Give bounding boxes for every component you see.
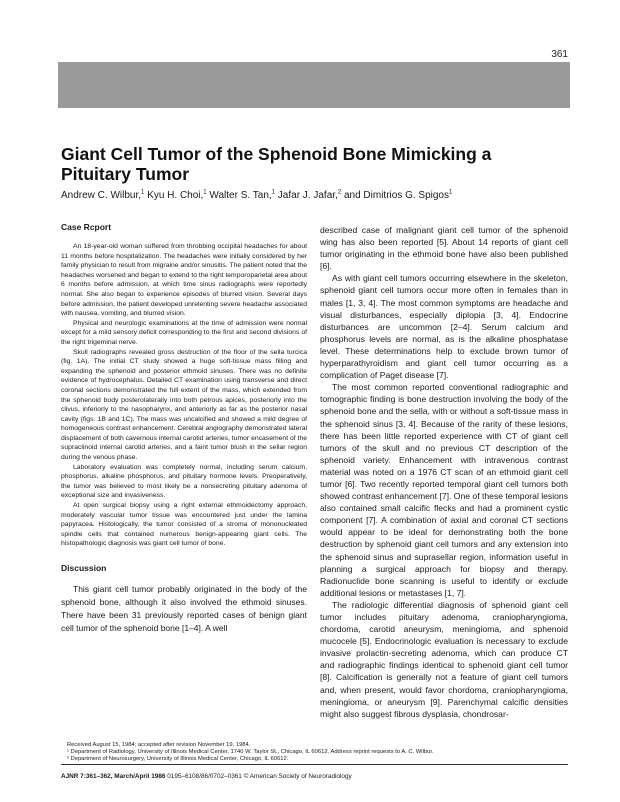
- journal-citation: [61, 773, 352, 780]
- author: Jafar J. Jafar,$^2$: [277, 190, 342, 202]
- citation-rest: 0195–6108/86/0702–0361 © American Society of Neuroradiology: [167, 773, 352, 780]
- case-report-paragraph: Skull radiographs revealed gross destruction of the floor of the sella turcica (fig. 1A). The initial CT study showed a huge soft-tissue mass filling and expanding the sphenoid and posterior ethmoid sinuses. There was no definite evidence of hydrocephalus. Detailed CT examination using transverse and direct coronal sections demonstrated the full extent of the mass, which extended from the sphenoid body posterolaterally into both petrous apices, posteriorly into the clivus, inferiorly to the nasopharynx, and anteriorly as far as the posterior nasal cavity (figs. 1B and 1C). The mass was uncalcified and showed a mild degree of homogeneous contrast enhancement. Cerebral angiography demonstrated lateral displacement of both cavernous internal carotid arteries, tumor encasement of the supraclinoid internal carotid arteries, and a faint tumor blush in the sellar region during the venous phase.: [61, 348, 307, 462]
- body-paragraph: As with giant cell tumors occurring elsewhere in the skeleton, sphenoid giant cell tumors occur more often in females than in males [1, 3, 4]. The most common symptoms are headache and visual disturbances, especially diplopia [3, 4]. Endocrine disturbances are uncommon [2–4]. Serum calcium and phosphorus levels are normal, as is the alkaline phosphatase level. These determinations help to exclude brown tumor of hyperparathyroidism and giant cell tumor occurring as a complication of Paget disease [7].: [320, 273, 568, 381]
- case-report-paragraph: Laboratory evaluation was completely normal, including serum calcium, phosphorus, alkaline phosphorus, and pituitary hormone levels. Preoperatively, the tumor was believed to most likely be a nonsecreting pituitary adenoma of exceptional size and invasiveness.: [61, 463, 307, 500]
- received-note: Received August 15, 1984; accepted after revision November 19, 1984.: [67, 742, 251, 748]
- body-paragraph: The radiologic differential diagnosis of sphenoid giant cell tumor includes pituitary adenoma, craniopharyngioma, chordoma, carotid aneurysm, meningioma, and sphenoid mucocele [5]. Endocrinologic evaluation is necessary to exclude invasive prolactin-secreting adenoma, which can produce CT and radiographic findings identical to sphenoid giant cell tumor [8]. Calcification is generally not a feature of giant cell tumors and, when present, would favor chordoma, craniopharyngioma, meningioma, or aneurysm [9]. Parenchymal calcific densities might also suggest fibrous dysplasia, chondrosar-: [320, 599, 568, 719]
- footnote-divider: [61, 764, 568, 765]
- article-title: Giant Cell Tumor of the Sphenoid Bone Mimicking a Pituitary Tumor: [61, 144, 492, 184]
- case-report-heading: Case Rcport: [61, 222, 112, 232]
- author: Andrew C. Wilbur,$^1$: [61, 190, 145, 202]
- footnote-2: ² Department of Neurosurgery, University of Illinois Medical Center, Chicago, IL 60612.: [67, 756, 289, 762]
- case-report-paragraph: At open surgical biopsy using a right external ethmoidectomy approach, moderately vascular tumor tissue was encountered just under the lamina papyracea. Histologically, the tumor consisted of a stroma of mononucleated spindle cells that contained numerous benign-appearing giant cells. The histopathologic diagnosis was giant cell tumor of bone.: [61, 502, 307, 548]
- left-column: [61, 222, 307, 635]
- citation-journal: AJNR 7:361–362, March/April 1986: [61, 773, 166, 780]
- header-band: [58, 62, 570, 108]
- discussion-section: [61, 563, 307, 635]
- case-report-paragraph: An 18-year-old woman suffered from throbbing occipital headaches for about 11 months before hospitalization. The headaches were initially considered by her family physician to result from migraine and/or sinusitis. The patient noted that the headaches worsened and began to extend to the right temporoparietal area about 6 months before admission, at which time sinus radiographs were reportedly normal. She also began to experience episodes of blurred vision. Several days before admission, the patient developed unrelenting severe headache associated with nausea, vomiting, and blurred vision.: [61, 243, 307, 318]
- page-number: 361: [551, 49, 568, 60]
- author-list: [61, 190, 581, 201]
- discussion-heading: Discussion: [61, 563, 107, 573]
- body-paragraph: described case of malignant giant cell tumor of the sphenoid wing has also been reported [5]. About 14 reports of giant cell tumor originating in the ethmoid bone have also been published [6].: [320, 225, 568, 272]
- body-paragraph: The most common reported conventional radiographic and tomographic finding is bone destruction involving the body of the sphenoid bone and the sella, with or without a soft-tissue mass in the sphenoid sinus [3, 4]. Because of the rarity of these lesions, there has been little reported experience with CT of giant cell tumors of the skull and no previous CT description of the sphenoid variety. Enhancement with intravenous contrast material was noted on a 1976 CT scan of an ethmoid giant cell tumor [6]. Two recently reported temporal giant cell tumors both showed contrast enhancement [7]. One of these temporal lesions also contained small calcific flecks and had a prominent cystic component [7]. A combination of axial and coronal CT sections would appear to be ideal for demonstrating both the bone destruction by sphenoid giant cell tumors and any extension into the sphenoid sinus and suprasellar region, information useful in planning a surgical approach for biopsy and therapy. Radionuclide bone scanning is useful to identify or exclude additional lesions or metastases [1, 7].: [320, 382, 568, 598]
- discussion-paragraph: This giant cell tumor probably originated in the body of the sphenoid bone, although it also involved the ethmoid sinuses. There have been 31 previously reported cases of benign giant cell tumor of the sphenoid bone [1–4]. A well: [61, 584, 307, 634]
- author: and Dimitrios G. Spigos$^1$: [343, 190, 453, 202]
- right-column: [320, 224, 568, 720]
- author: Walter S. Tan,$^1$: [209, 190, 276, 202]
- author: Kyu H. Choi,$^1$: [147, 190, 207, 202]
- footnote-1: ¹ Department of Radiology, University of Illinois Medical Center, 1740 W. Taylor St., Chicago, IL 60612. Address reprint requests to A. C. Wilbur.: [67, 749, 434, 755]
- case-report-paragraph: Physical and neurologic examinations at the time of admission were normal except for a mild sensory deficit corresponding to the first and second divisions of the right trigeminal nerve.: [61, 319, 307, 346]
